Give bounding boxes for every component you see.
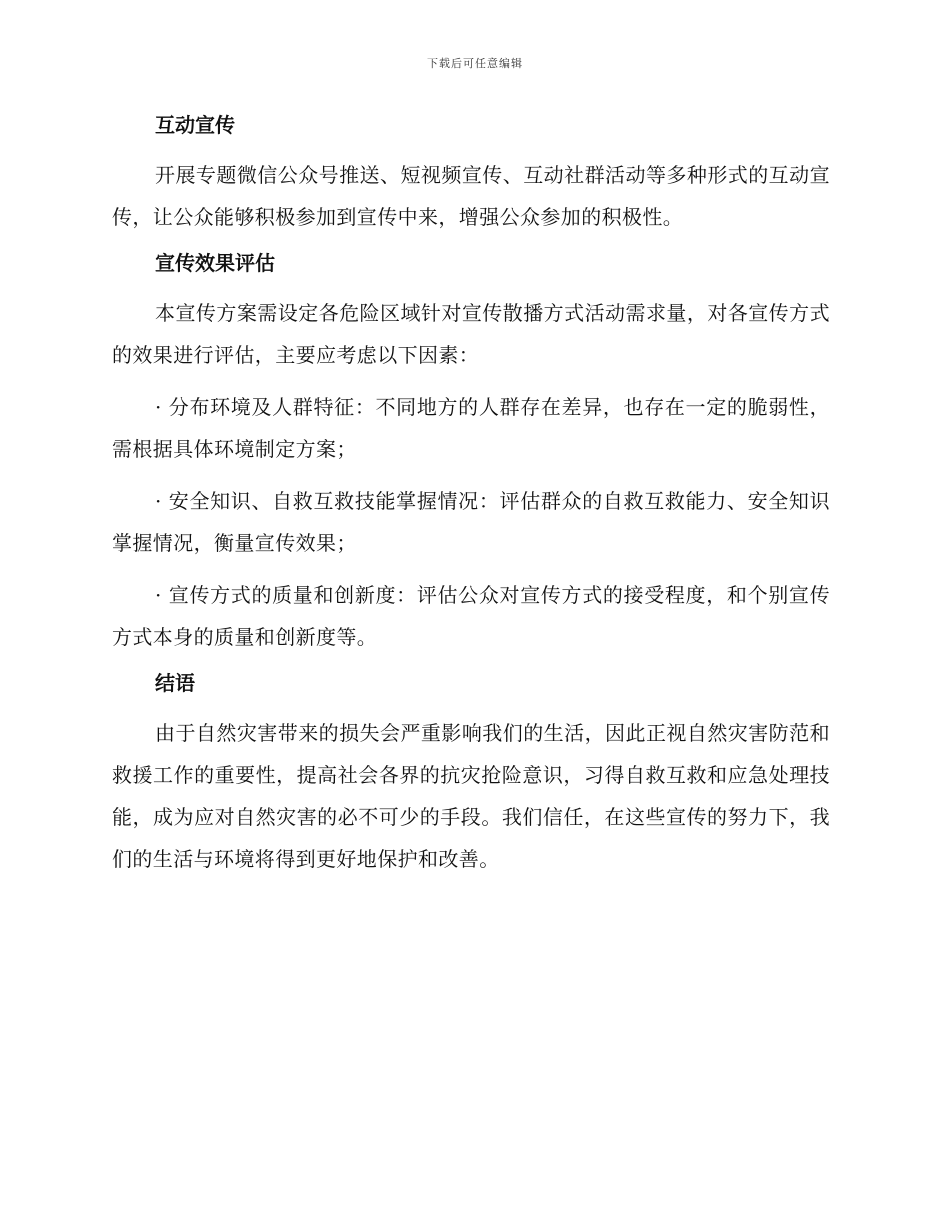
bullet-item: · 分布环境及人群特征：不同地方的人群存在差异，也存在一定的脆弱性，需根据具体环境制定方案； [112,395,830,461]
header-note: 下载后可任意编辑 [427,57,523,70]
bullet-item: · 宣传方式的质量和创新度：评估公众对宣传方式的接受程度，和个别宣传方式本身的质量和创新度等。 [112,583,830,649]
paragraph-conclusion: 由于自然灾害带来的损失会严重影响我们的生活，因此正视自然灾害防范和救援工作的重要性，提高社会各界的抗灾抢险意识，习得自救互救和应急处理技能，成为应对自然灾害的必不可少的手段。我们信任，在这些宣传的努力下，我们的生活与环境将得到更好地保护和改善。 [112,721,830,871]
bullet-item: · 安全知识、自救互救技能掌握情况：评估群众的自救互救能力、安全知识掌握情况，衡量宣传效果； [112,489,830,555]
document-body [112,110,830,890]
section-heading-conclusion: 结语 [155,671,195,695]
section-heading-evaluation: 宣传效果评估 [155,251,275,275]
paragraph-evaluation-intro: 本宣传方案需设定各危险区域针对宣传散播方式活动需求量，对各宣传方式的效果进行评估，主要应考虑以下因素： [112,301,830,367]
paragraph-interactive: 开展专题微信公众号推送、短视频宣传、互动社群活动等多种形式的互动宣传，让公众能够积极参加到宣传中来，增强公众参加的积极性。 [112,163,830,229]
section-heading-interactive: 互动宣传 [155,113,235,137]
